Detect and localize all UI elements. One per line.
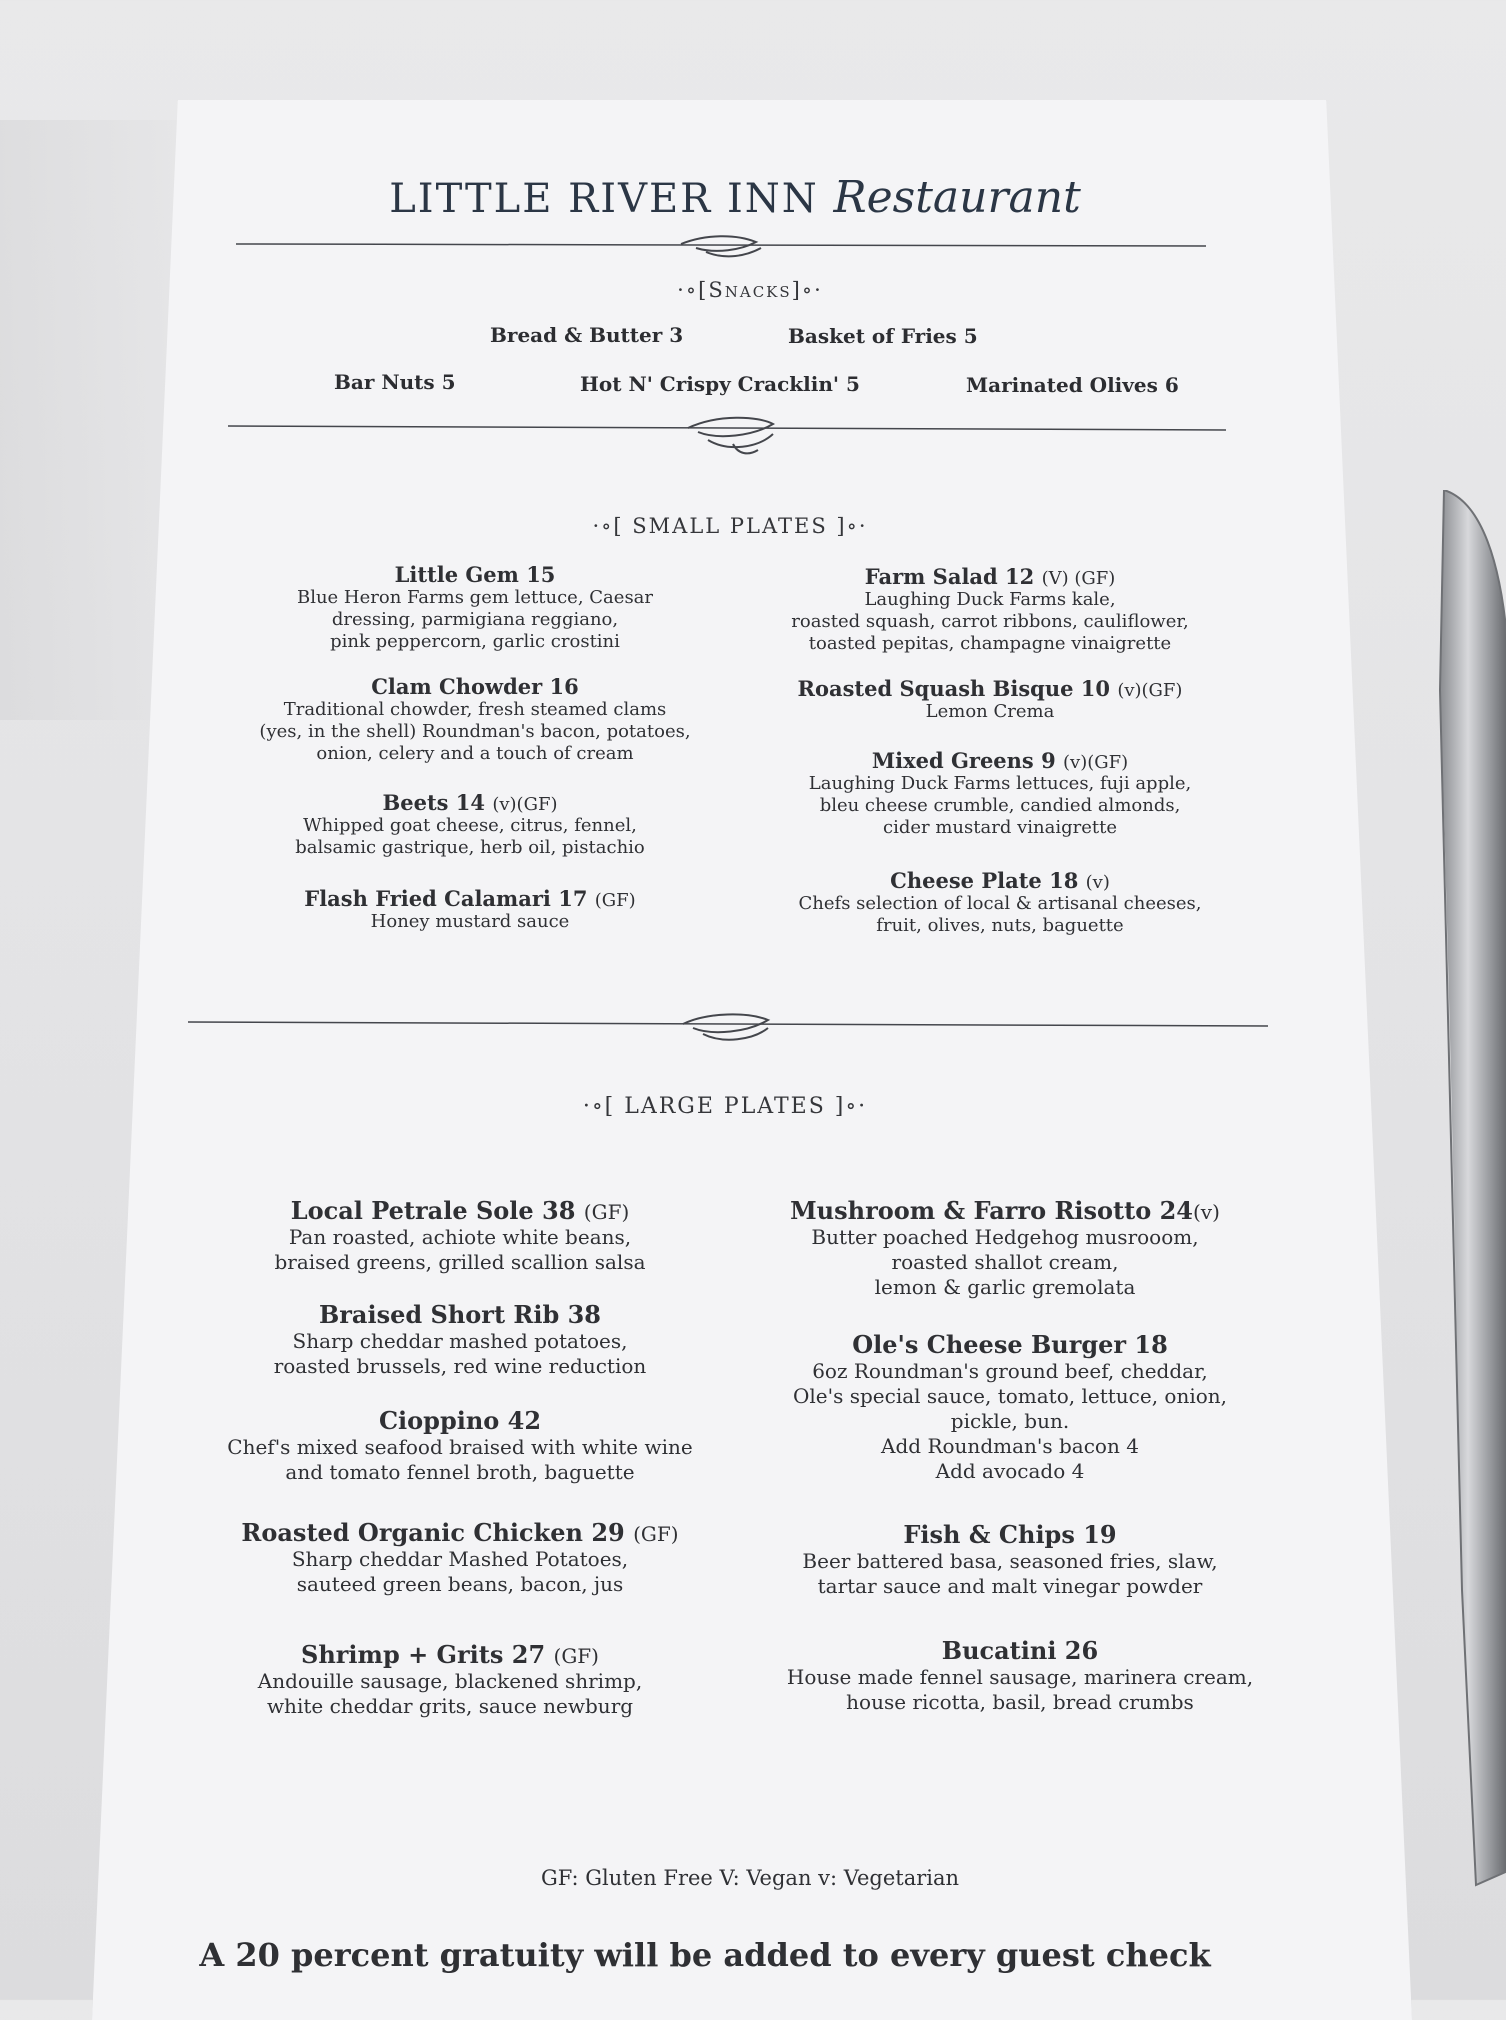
item-name: Clam Chowder 16 (371, 674, 579, 699)
item-tags: (v)(GF) (1117, 680, 1183, 701)
gratuity-note: A 20 percent gratuity will be added to every guest check (199, 1936, 1211, 1974)
dinner-knife-icon (1436, 490, 1506, 1890)
item-desc: 6oz Roundman's ground beef, cheddar, Ole's special sauce, tomato, lettuce, onion, pickle, bun. Add Roundman's bacon 4 Add avocado 4 (792, 1359, 1228, 1483)
item-tags: (v)(GF) (1063, 752, 1129, 773)
item-name: Little Gem 15 (394, 562, 556, 587)
item-tags: (GF) (633, 1522, 679, 1546)
menu-item (740, 1330, 1280, 1484)
small-plates-heading-text: SMALL PLATES (632, 514, 828, 538)
item-name: Ole's Cheese Burger 18 (852, 1330, 1168, 1359)
snack-item: Bread & Butter 3 (490, 323, 684, 347)
section-bracket-left-icon: ·∘[ (592, 514, 633, 538)
menu-item (240, 790, 700, 859)
large-plates-heading (565, 1094, 885, 1119)
item-name: Roasted Squash Bisque 10 (797, 676, 1110, 701)
small-plates-heading (575, 514, 885, 538)
item-desc: Traditional chowder, fresh steamed clams (yes, in the shell) Roundman's bacon, potatoes, onion, celery and a touch of cream (259, 699, 691, 764)
item-tags: (GF) (583, 1200, 630, 1224)
snacks-heading-text: Snacks (708, 278, 792, 302)
menu-item (750, 868, 1250, 937)
snack-item: Hot N' Crispy Cracklin' 5 (580, 372, 860, 396)
item-desc: Laughing Duck Farms kale, roasted squash, carrot ribbons, cauliflower, toasted pepitas, champagne vinaigrette (791, 589, 1189, 654)
item-tags: (V) (GF) (1041, 568, 1116, 589)
snack-item: Basket of Fries 5 (788, 324, 978, 348)
section-bracket-left-icon: ·∘[ (582, 1094, 625, 1119)
menu-item (740, 1196, 1270, 1300)
diet-legend: GF: Gluten Free V: Vegan v: Vegetarian (540, 1866, 960, 1890)
restaurant-name: LITTLE RIVER INN (389, 176, 819, 222)
item-tags: (GF) (553, 1644, 599, 1668)
item-name: Mixed Greens 9 (871, 748, 1056, 773)
restaurant-title (370, 172, 1100, 223)
item-tags: (v)(GF) (492, 794, 558, 815)
snacks-heading (600, 278, 900, 302)
menu-item (180, 1518, 740, 1597)
menu-item (170, 1640, 730, 1719)
section-bracket-right-icon: ]∘· (827, 514, 868, 538)
item-name: Shrimp + Grits 27 (301, 1640, 546, 1669)
flourish-divider-icon (188, 1008, 1268, 1050)
restaurant-name-script: Restaurant (833, 172, 1081, 223)
item-desc: Whipped goat cheese, citrus, fennel, balsamic gastrique, herb oil, pistachio (295, 815, 645, 858)
item-name: Roasted Organic Chicken 29 (241, 1518, 625, 1547)
menu-item (760, 748, 1240, 839)
menu-item (740, 1520, 1280, 1599)
item-desc: Pan roasted, achiote white beans, braised greens, grilled scallion salsa (274, 1225, 646, 1274)
section-bracket-right-icon: ]∘· (825, 1094, 868, 1119)
menu-item (160, 1406, 760, 1485)
item-tags: (GF) (594, 890, 636, 911)
item-desc: House made fennel sausage, marinera cream, house ricotta, basil, bread crumbs (786, 1665, 1254, 1714)
item-tags: (v) (1192, 1200, 1220, 1224)
menu-item (250, 562, 700, 653)
item-desc: Beer battered basa, seasoned fries, slaw, tartar sauce and malt vinegar powder (802, 1549, 1218, 1598)
menu-item (240, 886, 700, 933)
item-desc: Sharp cheddar Mashed Potatoes, sauteed green beans, bacon, jus (291, 1547, 629, 1596)
item-desc: Lemon Crema (925, 701, 1055, 722)
item-name: Flash Fried Calamari 17 (304, 886, 588, 911)
menu-item (225, 674, 725, 765)
flourish-divider-icon (228, 414, 1226, 458)
menu-item (740, 1636, 1300, 1715)
item-desc: Laughing Duck Farms lettuces, fuji apple, bleu cheese crumble, candied almonds, cider mustard vinaigrette (808, 773, 1192, 838)
menu-item (200, 1196, 720, 1275)
item-name: Cheese Plate 18 (890, 868, 1079, 893)
item-name: Bucatini 26 (941, 1636, 1099, 1665)
menu-item (740, 564, 1240, 655)
menu-item (760, 676, 1220, 723)
large-plates-heading-text: LARGE PLATES (624, 1094, 826, 1119)
item-name: Braised Short Rib 38 (319, 1300, 601, 1329)
item-desc: Chef's mixed seafood braised with white wine and tomato fennel broth, baguette (227, 1435, 693, 1484)
item-desc: Chefs selection of local & artisanal cheeses, fruit, olives, nuts, baguette (798, 893, 1202, 936)
flourish-divider-icon (236, 234, 1206, 264)
snack-item: Bar Nuts 5 (334, 370, 456, 394)
item-desc: Andouille sausage, blackened shrimp, white cheddar grits, sauce newburg (257, 1669, 643, 1718)
item-name: Mushroom & Farro Risotto 24 (790, 1196, 1193, 1225)
item-name: Local Petrale Sole 38 (290, 1196, 576, 1225)
snack-item: Marinated Olives 6 (966, 373, 1179, 397)
item-name: Farm Salad 12 (864, 564, 1035, 589)
section-bracket-left-icon: ·∘[ (677, 278, 709, 302)
item-tags: (v) (1085, 872, 1110, 893)
item-name: Beets 14 (382, 790, 486, 815)
item-name: Cioppino 42 (378, 1406, 542, 1435)
item-name: Fish & Chips 19 (903, 1520, 1117, 1549)
item-desc: Blue Heron Farms gem lettuce, Caesar dressing, parmigiana reggiano, pink peppercorn, garlic crostini (296, 587, 654, 652)
item-desc: Butter poached Hedgehog musrooom, roasted shallot cream, lemon & garlic gremolata (811, 1225, 1199, 1299)
item-desc: Sharp cheddar mashed potatoes, roasted brussels, red wine reduction (273, 1329, 647, 1378)
item-desc: Honey mustard sauce (370, 911, 570, 932)
menu-item (200, 1300, 720, 1379)
section-bracket-right-icon: ]∘· (791, 278, 823, 302)
